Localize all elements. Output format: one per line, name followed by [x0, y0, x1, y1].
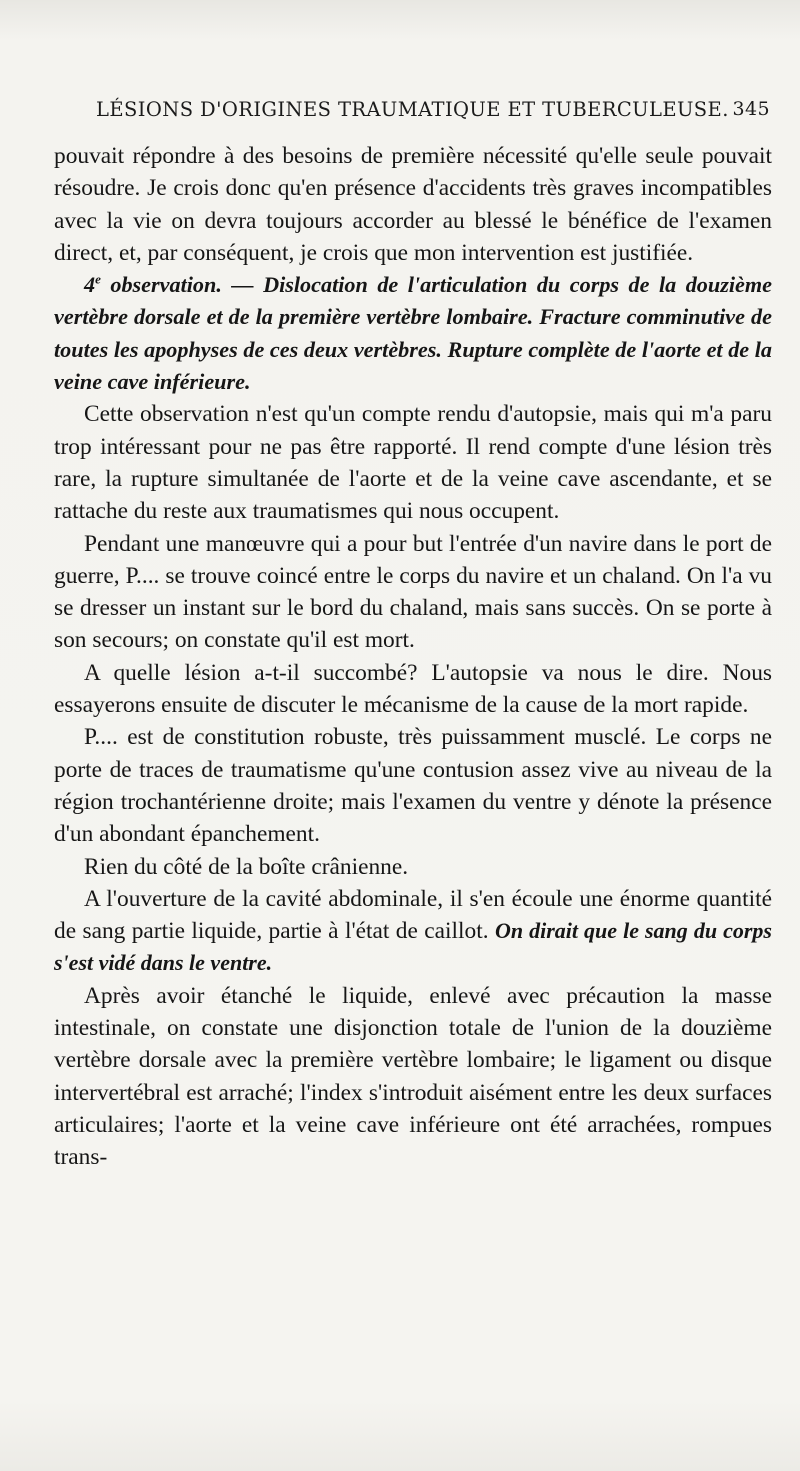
- paragraph: [54, 883, 772, 980]
- paragraph: Après avoir étanché le liquide, enlevé avec précaution la masse intestinale, on constate une disjonction totale de l'union de la douzième vertèbre dorsale avec la première vertèbre lombaire; le ligament ou disque intervertébral est arraché; l'index s'introduit aisément entre les deux surfaces articulaires; l'aorte et la veine cave inférieure ont été arrachées, rompues trans-: [54, 982, 772, 1171]
- emphasized-sentence: On dirait que le sang du corps s'est vidé dans le ventre.: [54, 918, 772, 976]
- paragraph: P.... est de constitution robuste, très puissamment musclé. Le corps ne porte de traces de traumatisme qu'une contusion assez vive au niveau de la région trochantérienne droite; mais l'examen du ventre y dénote la présence d'un abondant épanchement.: [54, 724, 772, 848]
- paragraph: Cette observation n'est qu'un compte rendu d'autopsie, mais qui m'a paru trop intéressant pour ne pas être rapporté. Il rend compte d'une lésion très rare, la rupture simultanée de l'aorte et de la veine cave ascendante, et se rattache du reste aux traumatismes qui nous occupent.: [54, 401, 772, 525]
- paragraph: Pendant une manœuvre qui a pour but l'entrée d'un navire dans le port de guerre, P.... se trouve coincé entre le corps du navire et un chaland. On l'a vu se dresser un instant sur le bord du chaland, mais sans succès. On se porte à son secours; on constate qu'il est mort.: [54, 530, 772, 654]
- observation-heading: [54, 269, 772, 398]
- body-text: [54, 140, 772, 1174]
- paragraph: A quelle lésion a-t-il succombé? L'autopsie va nous le dire. Nous essayerons ensuite de discuter le mécanisme de la cause de la mort rapide.: [54, 659, 772, 719]
- paragraph: Rien du côté de la boîte crânienne.: [84, 853, 409, 880]
- paragraph-text: A l'ouverture de la cavité abdominale, il s'en écoule une énorme quantité de sang partie liquide, partie à l'état de caillot.: [54, 885, 772, 945]
- observation-title: observation. — Dislocation de l'articulation du corps de la douzième vertèbre dorsale et de la première vertèbre lombaire. Fracture comminutive de toutes les apophyses de ces deux vertèbres. Rupture complète de l'aorte et de la veine cave inférieure.: [54, 272, 772, 395]
- page-header: [54, 96, 770, 130]
- paragraph-continuation: pouvait répondre à des besoins de première nécessité qu'elle seule pouvait résoudre. Je crois donc qu'en présence d'accidents très graves incompatibles avec la vie on devra toujours accorder au blessé le bénéfice de l'examen direct, et, par conséquent, je crois que mon intervention est justifiée.: [54, 143, 772, 266]
- page-number: 345: [732, 98, 770, 120]
- observation-number-suffix: e: [95, 271, 101, 287]
- running-title: LÉSIONS D'ORIGINES TRAUMATIQUE ET TUBERCULEUSE.: [96, 98, 729, 121]
- observation-number: 4: [84, 272, 96, 298]
